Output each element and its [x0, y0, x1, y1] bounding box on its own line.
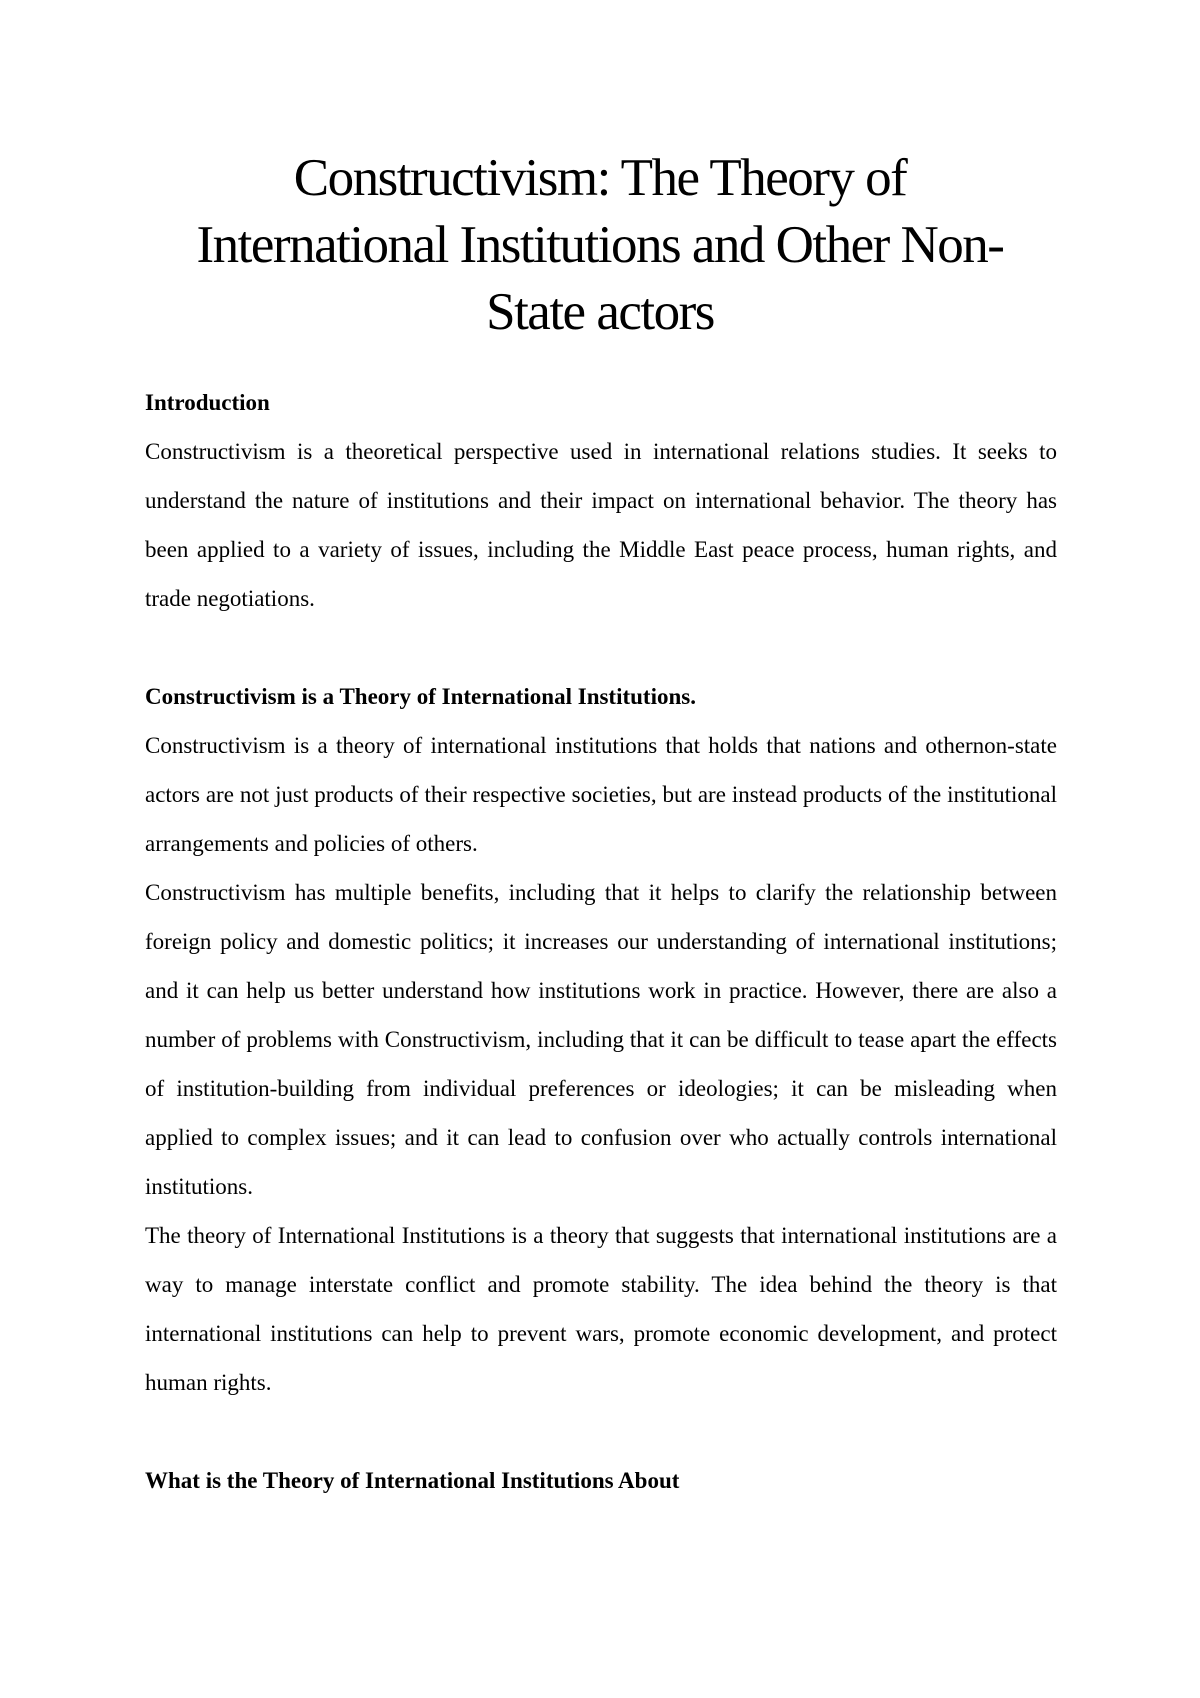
section-what-is-theory: [145, 1456, 1057, 1505]
document-title: [130, 145, 1070, 346]
paragraph: Constructivism is a theoretical perspective used in international relations studies. It seeks to understand the nature of institutions and their impact on international behavior. The theory has been applied to a variety of issues, including the Middle East peace process, human rights, and trade negotiations.: [145, 439, 1057, 611]
title-line: Constructivism: The Theory of: [293, 149, 907, 207]
paragraph: Constructivism has multiple benefits, including that it helps to clarify the relationship between foreign policy and domestic politics; it increases our understanding of international institutions; and it can help us better understand how institutions work in practice. However, there are also a number of problems with Constructivism, including that it can be difficult to tease apart the effects of institution-building from individual preferences or ideologies; it can be misleading when applied to complex issues; and it can lead to confusion over who actually controls international institutions.: [145, 880, 1057, 1199]
section-introduction: [145, 378, 1057, 623]
title-line: State actors: [486, 283, 714, 341]
paragraph: Constructivism is a theory of international institutions that holds that nations and othernon-state actors are not just products of their respective societies, but are instead products of the institutional arrangements and policies of others.: [145, 733, 1057, 856]
section-spacer: [145, 1407, 1057, 1456]
section-theory-of-institutions: [145, 672, 1057, 1407]
section-heading: Constructivism is a Theory of International Institutions.: [145, 684, 696, 709]
section-heading: Introduction: [145, 390, 270, 415]
document-body: [145, 378, 1057, 1505]
title-line: International Institutions and Other Non-: [196, 216, 1004, 274]
paragraph: The theory of International Institutions is a theory that suggests that international institutions are a way to manage interstate conflict and promote stability. The idea behind the theory is that international institutions can help to prevent wars, promote economic development, and protect human rights.: [145, 1223, 1057, 1395]
section-spacer: [145, 623, 1057, 672]
section-heading: What is the Theory of International Institutions About: [145, 1468, 680, 1493]
